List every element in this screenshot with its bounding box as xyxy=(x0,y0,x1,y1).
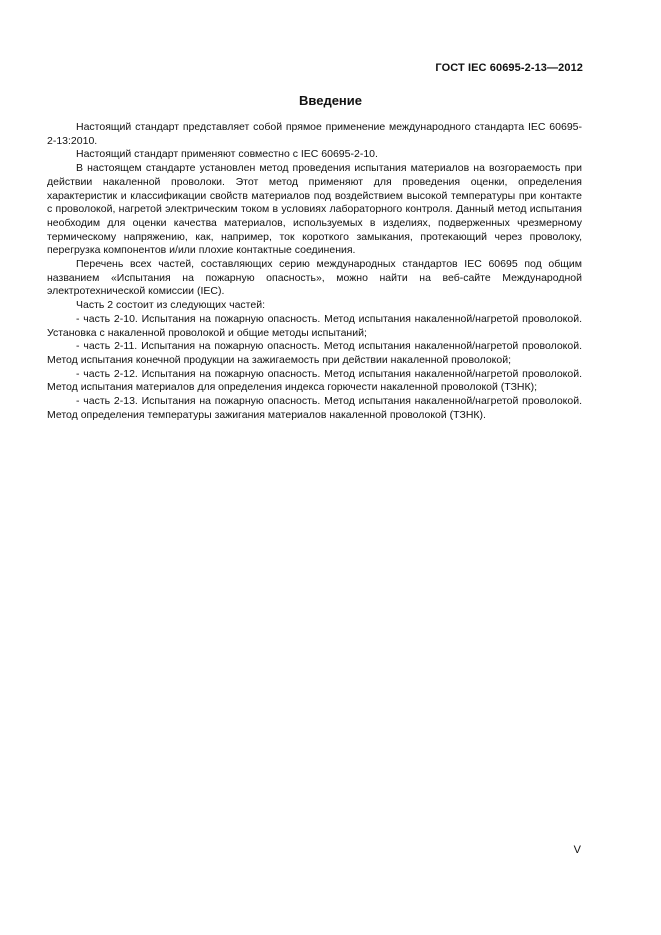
paragraph-used-with: Настоящий стандарт применяют совместно с IEC 60695-2-10. xyxy=(76,148,378,161)
paragraph-part2-intro: Часть 2 состоит из следующих частей: xyxy=(76,299,265,312)
list-item-part-2-11: - часть 2-11. Испытания на пожарную опасность. Метод испытания накаленной/нагретой проволокой. Метод испытания конечной продукции на зажигаемость при действии накаленной проволокой; xyxy=(47,340,582,366)
document-code: ГОСТ IEC 60695-2-13—2012 xyxy=(435,62,583,74)
section-body xyxy=(47,121,582,422)
paragraph-intro: Настоящий стандарт представляет собой прямое применение международного стандарта IEC 60695-2-13:2010. xyxy=(47,121,582,147)
section-title: Введение xyxy=(299,93,362,108)
list-item-part-2-13: - часть 2-13. Испытания на пожарную опасность. Метод испытания накаленной/нагретой проволокой. Метод определения температуры зажигания материалов накаленной проволокой (ТЗНК). xyxy=(47,395,582,421)
page-number: V xyxy=(573,844,581,856)
list-item-part-2-12: - часть 2-12. Испытания на пожарную опасность. Метод испытания накаленной/нагретой проволокой. Метод испытания материалов для определения индекса горючести накаленной проволокой (ТЗНК); xyxy=(47,367,582,394)
paragraph-series-list: Перечень всех частей, составляющих серию международных стандартов IEC 60695 под общим названием «Испытания на пожарную опасность», можно найти на веб-сайте Международной электротехнической комиссии (IEC). xyxy=(47,258,582,298)
list-item-part-2-10: - часть 2-10. Испытания на пожарную опасность. Метод испытания накаленной/нагретой проволокой. Установка с накаленной проволокой и общие методы испытаний; xyxy=(47,312,582,339)
paragraph-method: В настоящем стандарте установлен метод проведения испытания материалов на возгораемость при действии накаленной проволоки. Этот метод применяют для проведения оценки, определения характеристик и классификации свойств материалов под воздействием высокой температуры при контакте с проволокой, нагретой электрическим током в условиях лабораторного контроля. Данный метод испытания необходим для оценки качества материалов, используемых в изделиях, подверженных чрезмерному термическому напряжению, как, например, ток короткого замыкания, протекающий через проволоку, перегрузка компонентов и/или плохие контактные соединения. xyxy=(47,162,582,257)
